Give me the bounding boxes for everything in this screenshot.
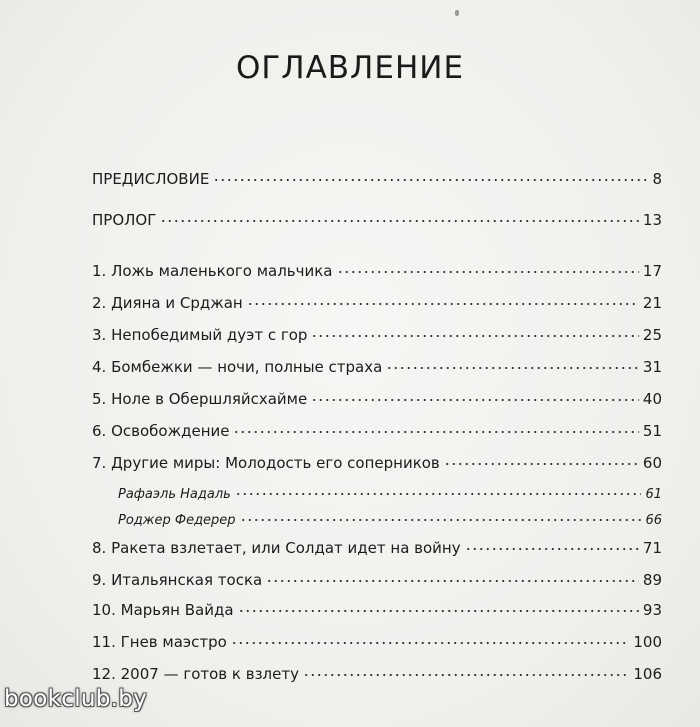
toc-entry: [92, 388, 662, 410]
toc-entry: [92, 452, 662, 474]
dot-leader: [444, 463, 639, 465]
page-title: ОГЛАВЛЕНИЕ: [235, 50, 465, 86]
dot-leader: [386, 367, 639, 369]
toc-entry-page: 106: [633, 665, 662, 683]
toc-entry-page: 8: [652, 170, 662, 188]
toc-entry: [92, 599, 662, 621]
toc-entry-page: 51: [642, 422, 662, 440]
toc-subentry: [118, 484, 662, 506]
toc-entry: [92, 537, 662, 559]
toc-entry: [92, 260, 662, 282]
toc-entry: [92, 356, 662, 378]
toc-entry-page: 66: [645, 513, 662, 528]
toc-entry: [92, 663, 662, 685]
toc-entry-page: 71: [642, 539, 662, 557]
dot-leader: [247, 303, 639, 305]
toc-entry-page: 60: [642, 454, 662, 472]
toc-entry-page: 89: [642, 571, 662, 589]
toc-entry-page: 93: [642, 601, 662, 619]
dot-leader: [231, 642, 630, 644]
toc-entry-page: 61: [645, 487, 662, 502]
dot-leader: [233, 431, 638, 433]
dot-leader: [311, 335, 638, 337]
toc-entry-page: 13: [642, 211, 662, 229]
toc-entry: [92, 209, 662, 231]
dot-leader: [266, 580, 639, 582]
toc-entry-title: Роджер Федерер: [118, 513, 236, 528]
toc-entry-title: 2. Дияна и Срджан: [92, 294, 243, 312]
toc-entry-title: ПРОЛОГ: [92, 211, 157, 229]
toc-entry-page: 40: [642, 390, 662, 408]
toc-entry-title: 1. Ложь маленького мальчика: [92, 262, 333, 280]
toc-entry-title: 6. Освобождение: [92, 422, 230, 440]
dot-leader: [240, 519, 642, 521]
dot-leader: [235, 493, 642, 495]
toc-entry-title: Рафаэль Надаль: [118, 487, 231, 502]
toc-entry: [92, 324, 662, 346]
toc-entry-title: 12. 2007 — готов к взлету: [92, 665, 299, 683]
toc-entry: [92, 292, 662, 314]
toc-entry-title: 7. Другие миры: Молодость его соперников: [92, 454, 440, 472]
toc-entry-title: 9. Итальянская тоска: [92, 571, 263, 589]
toc-entry-page: 17: [642, 262, 662, 280]
site-watermark: bookclub.by: [4, 686, 148, 712]
toc-subentry: [118, 510, 662, 532]
toc-entry: [92, 420, 662, 442]
toc-entry-title: ПРЕДИСЛОВИЕ: [92, 170, 210, 188]
toc-entry-page: 21: [642, 294, 662, 312]
toc-entry: [92, 631, 662, 653]
toc-entry-title: 3. Непобедимый дуэт с гор: [92, 326, 308, 344]
toc-entry-title: 8. Ракета взлетает, или Солдат идет на войну: [92, 539, 461, 557]
toc-entry: [92, 168, 662, 190]
dot-leader: [303, 674, 629, 676]
toc-entry-page: 25: [642, 326, 662, 344]
toc-entry: [92, 569, 662, 591]
toc-entry-page: 31: [642, 358, 662, 376]
toc-entry-page: 100: [633, 633, 662, 651]
dot-leader: [337, 271, 639, 273]
dot-leader: [465, 548, 639, 550]
toc-entry-title: 10. Марьян Вайда: [92, 601, 234, 619]
dot-leader: [238, 610, 639, 612]
toc-entry-title: 11. Гнев маэстро: [92, 633, 227, 651]
dot-leader: [311, 399, 639, 401]
toc-entry-title: 4. Бомбежки — ночи, полные страха: [92, 358, 383, 376]
dot-leader: [213, 179, 648, 181]
dot-leader: [160, 220, 639, 222]
toc-entry-title: 5. Ноле в Обершляйсхайме: [92, 390, 308, 408]
